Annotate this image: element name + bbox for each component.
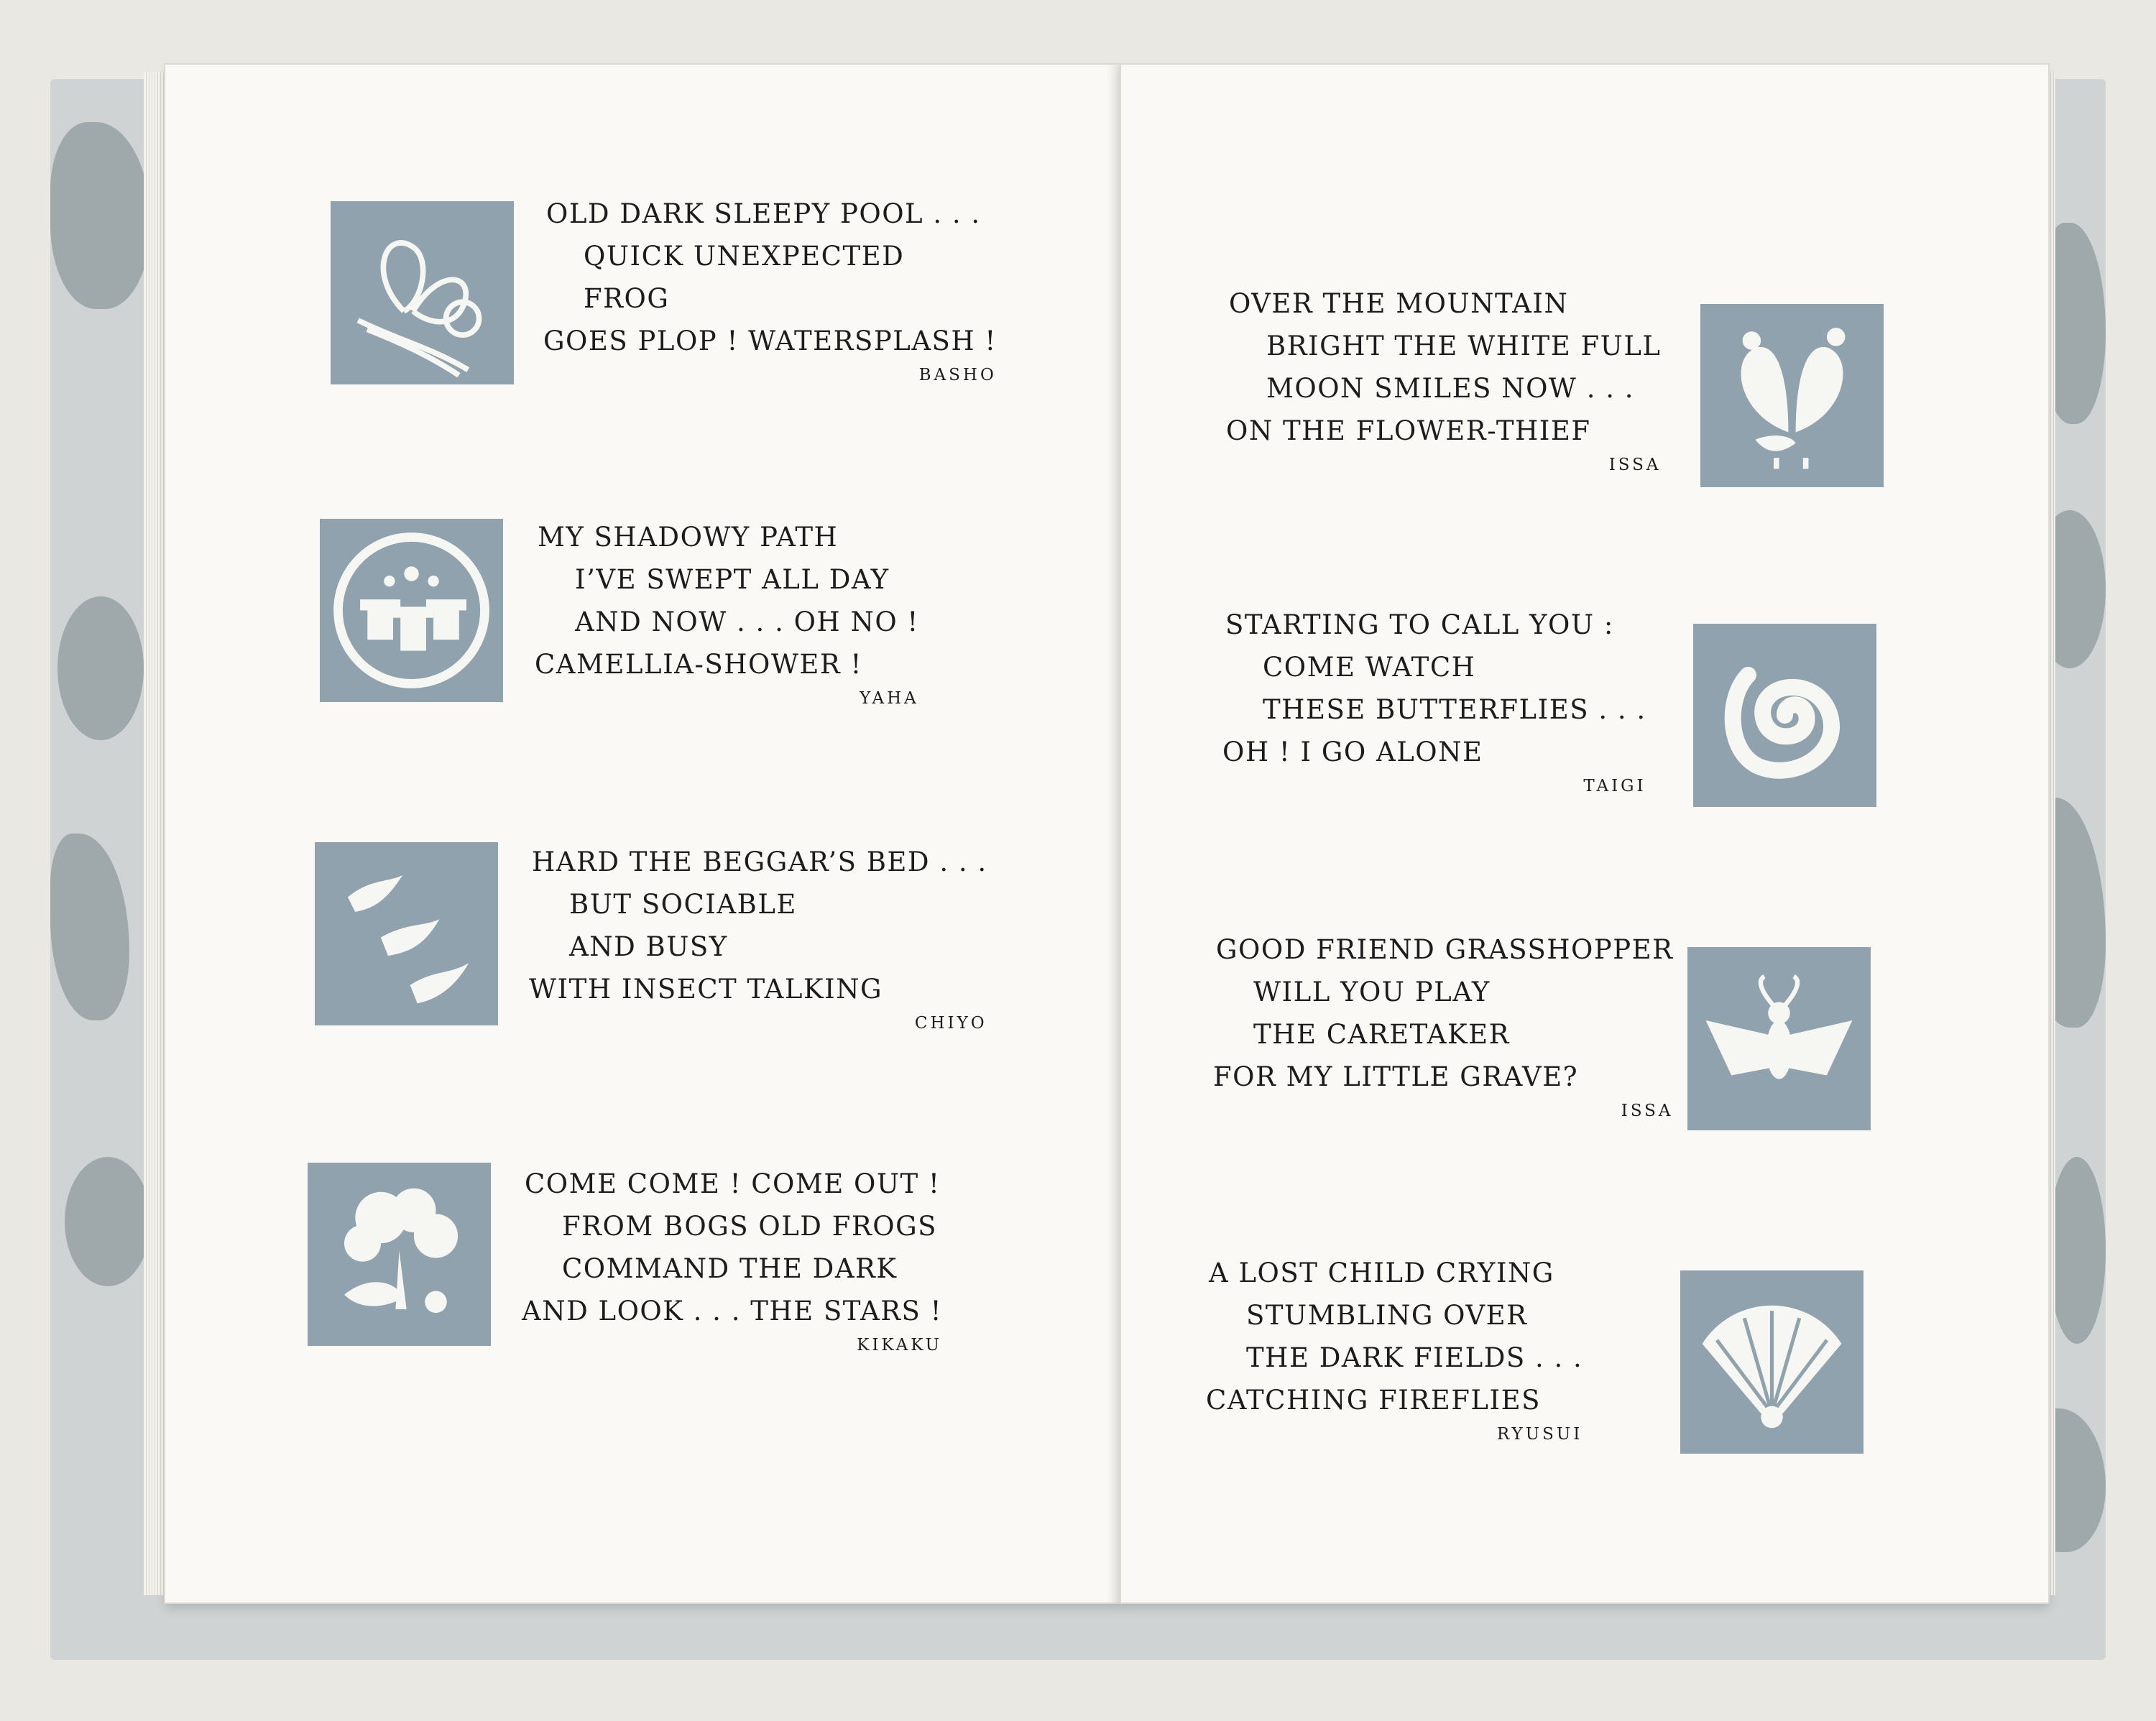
poem-line: ON THE FLOWER-THIEF [1226,415,1591,446]
cover-pattern-shape [50,834,129,1020]
flower-crest-icon [308,1163,491,1346]
poem-author: RYUSUI [1496,1425,1583,1444]
poem [1206,1252,1583,1449]
poem-author: YAHA [860,689,919,708]
poem-line: OVER THE MOUNTAIN [1229,288,1569,319]
poem-line: BUT SOCIABLE [569,889,797,920]
left-page [165,65,1121,1602]
poem [1213,928,1674,1125]
poem-line: A LOST CHILD CRYING [1209,1258,1554,1288]
poem-line: WILL YOU PLAY [1253,977,1491,1007]
poem-line: THE DARK FIELDS . . . [1246,1342,1583,1373]
fan-crest-icon [1680,1270,1864,1454]
cover-pattern-shape [65,1157,151,1286]
flying-cranes-icon [315,842,498,1025]
poem-line: THESE BUTTERFLIES . . . [1263,694,1646,725]
poem-line: HARD THE BEGGAR’S BED . . . [532,846,987,877]
poem-line: GOES PLOP ! WATERSPLASH ! [543,326,997,356]
swirl-crest-icon [1693,624,1876,807]
poem-author: ISSA [1608,456,1662,474]
poem-line: BRIGHT THE WHITE FULL [1266,331,1662,361]
poem-line: AND LOOK . . . THE STARS ! [522,1296,943,1326]
page-edges-left [144,72,165,1595]
poem-author: TAIGI [1583,777,1646,795]
poem-line: MOON SMILES NOW . . . [1266,373,1635,404]
poem-line: STARTING TO CALL YOU : [1225,609,1614,640]
poem-line: FROM BOGS OLD FROGS [562,1211,937,1242]
right-page [1121,65,2048,1602]
poem [1226,282,1662,479]
poem-line: FOR MY LITTLE GRAVE? [1213,1061,1579,1092]
poem-line: OLD DARK SLEEPY POOL . . . [546,198,981,229]
poem-line: CATCHING FIREFLIES [1206,1385,1541,1416]
poem-author: CHIYO [914,1014,987,1033]
poem-line: STUMBLING OVER [1246,1300,1528,1331]
poem [1222,604,1646,800]
poem-line: FROG [584,283,670,314]
poem-author: ISSA [1621,1102,1674,1120]
poem-line: MY SHADOWY PATH [538,522,839,553]
poem-line: COME WATCH [1263,652,1476,683]
cover-pattern-shape [57,596,144,740]
cover-pattern-shape [50,122,151,309]
poem-author: BASHO [918,366,997,384]
poem-line: AND BUSY [569,931,728,962]
poem-author: KIKAKU [857,1336,943,1355]
poem-line: WITH INSECT TALKING [529,974,883,1005]
insect-crest-icon [1687,947,1871,1130]
poem-line: I’VE SWEPT ALL DAY [575,564,890,595]
poem [543,193,997,389]
cover-pattern-shape [2048,1157,2106,1344]
poem [535,516,919,713]
poem-line: COMMAND THE DARK [562,1253,898,1284]
poem-line: AND NOW . . . OH NO ! [575,606,919,637]
poem-line: COME COME ! COME OUT ! [525,1168,941,1199]
butterfly-blossom-icon [1700,304,1884,487]
poem [529,841,987,1038]
circle-crest-icon [320,519,503,702]
poem-line: GOOD FRIEND GRASSHOPPER [1216,934,1674,965]
poem-line: QUICK UNEXPECTED [584,241,905,272]
poem-line: THE CARETAKER [1253,1019,1510,1050]
poem-line: OH ! I GO ALONE [1222,737,1483,767]
poem [522,1163,943,1360]
butterfly-crest-icon [331,201,514,384]
poem-line: CAMELLIA-SHOWER ! [535,649,862,680]
